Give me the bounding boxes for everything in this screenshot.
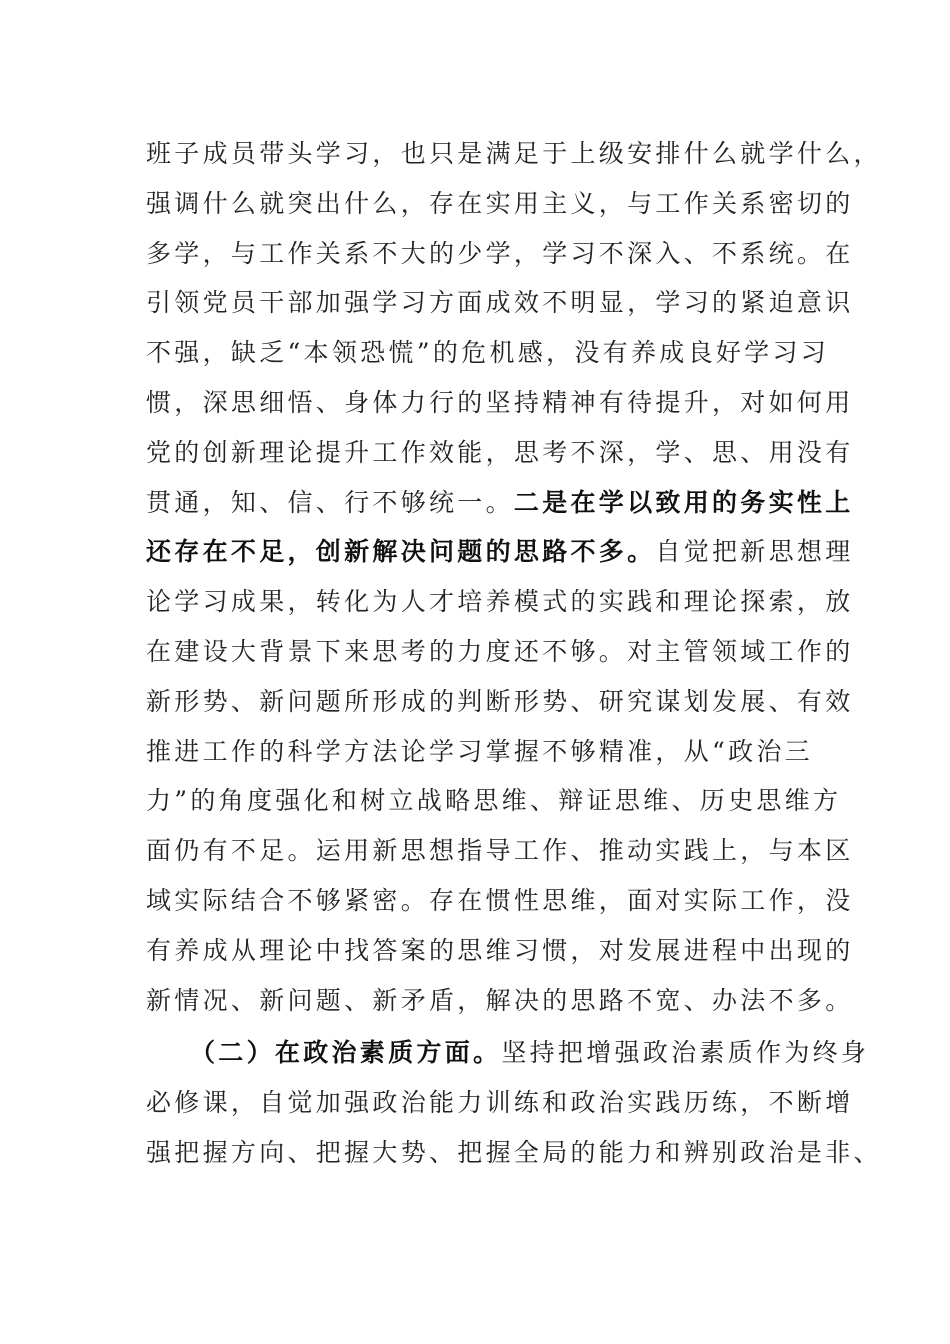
text-line: 引领党员干部加强学习方面成效不明显，学习的紧迫意识 [146,288,854,318]
section-heading: （二）在政治素质方面。 [190,1038,502,1068]
text-line: 推进工作的科学方法论学习掌握不够精准，从“政治三 [146,736,813,766]
text-line: 在建设大背景下来思考的力度还不够。对主管领域工作的 [146,636,854,666]
text-line [146,478,854,528]
bold-point-heading: 还存在不足，创新解决问题的思路不多。 [146,537,656,567]
text-line [146,527,854,577]
document-body [146,129,882,1178]
text-line: 必修课，自觉加强政治能力训练和政治实践历练，不断增 [146,1088,854,1118]
text-line: 力”的角度强化和树立战略思维、辩证思维、历史思维方 [146,786,842,816]
paragraph-2 [146,1028,882,1177]
text-line: 强调什么就突出什么，存在实用主义，与工作关系密切的 [146,188,854,218]
text-line: 新情况、新问题、新矛盾，解决的思路不宽、办法不多。 [146,985,854,1015]
text-line: 党的创新理论提升工作效能，思考不深，学、思、用没有 [146,437,854,467]
text-line: 不强，缺乏“本领恐慌”的危机感，没有养成良好学习习 [146,338,830,368]
text-line: 有养成从理论中找答案的思维习惯，对发展进程中出现的 [146,935,854,965]
bold-point-heading: 二是在学以致用的务实性上 [513,487,854,517]
text-line: 域实际结合不够紧密。存在惯性思维，面对实际工作，没 [146,885,854,915]
text-span: 坚持把增强政治素质作为终身 [501,1038,870,1068]
paragraph-1 [146,129,882,1025]
text-span: 自觉把新思想理 [655,537,854,567]
text-span: 贯通，知、信、行不够统一。 [146,487,514,517]
text-line: 惯，深思细悟、身体力行的坚持精神有待提升，对如何用 [146,387,854,417]
text-line: 新形势、新问题所形成的判断形势、研究谋划发展、有效 [146,686,854,716]
text-line: 论学习成果，转化为人才培养模式的实践和理论探索，放 [146,587,854,617]
text-line: 强把握方向、把握大势、把握全局的能力和辨别政治是非、 [146,1137,882,1167]
text-line [146,1028,870,1078]
text-line: 多学，与工作关系不大的少学，学习不深入、不系统。在 [146,238,854,268]
text-line: 面仍有不足。运用新思想指导工作、推动实践上，与本区 [146,836,854,866]
text-line: 班子成员带头学习，也只是满足于上级安排什么就学什么， [146,139,882,168]
